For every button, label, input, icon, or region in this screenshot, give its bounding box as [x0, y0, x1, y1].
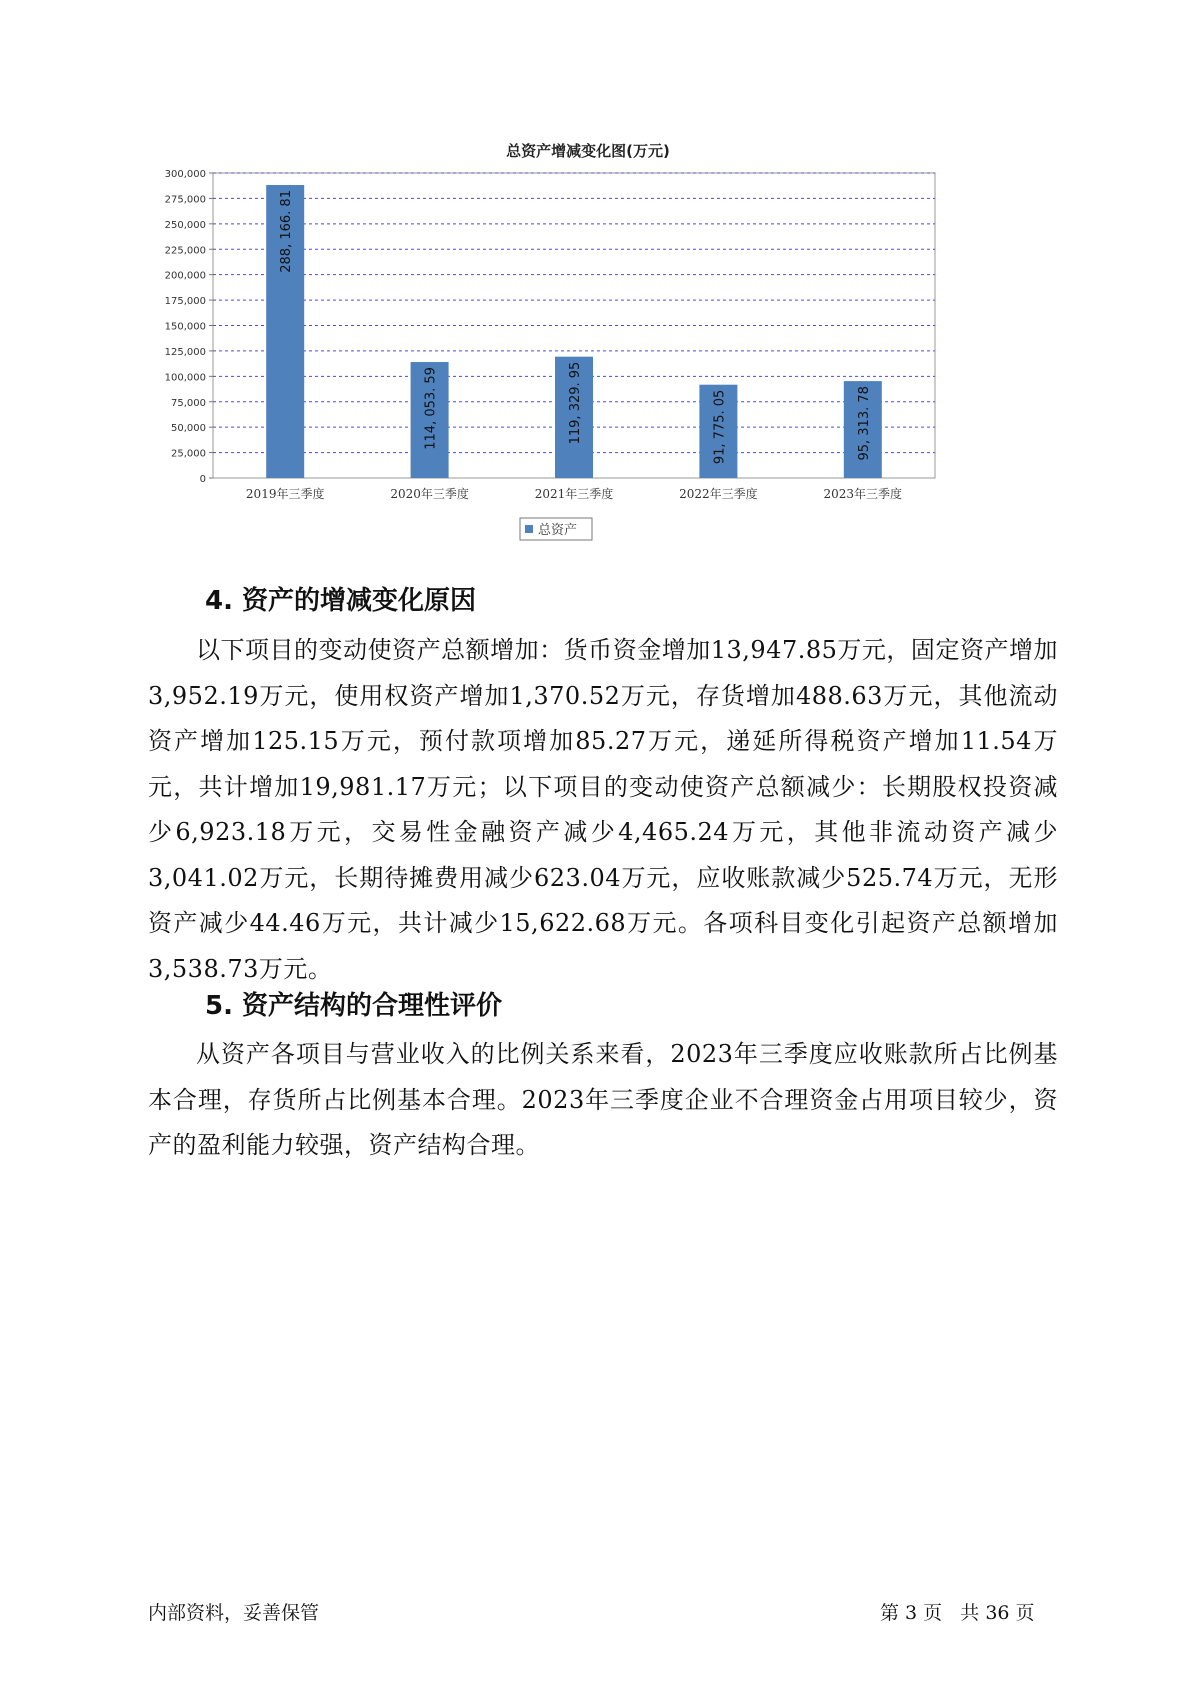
section-5-paragraph: 从资产各项目与营业收入的比例关系来看，2023年三季度应收账款所占比例基本合理，存货所占比例基本合理。2023年三季度企业不合理资金占用项目较少，资产的盈利能力较强，资产结构合理。 [148, 1040, 1058, 1159]
footer-confidential-note: 内部资料，妥善保管 [148, 1602, 320, 1624]
legend-swatch [525, 525, 533, 533]
y-tick-label: 0 [199, 474, 206, 485]
x-tick-label: 2023年三季度 [823, 487, 903, 501]
total-assets-chart [158, 140, 1018, 600]
y-tick-label: 125,000 [164, 346, 206, 358]
legend-label: 总资产 [538, 523, 578, 538]
y-tick-label: 250,000 [164, 219, 206, 231]
y-tick-label: 275,000 [164, 194, 206, 206]
y-tick-label: 100,000 [164, 372, 206, 384]
y-tick-label: 50,000 [171, 423, 206, 435]
x-tick-label: 2020年三季度 [390, 487, 469, 501]
section-4-heading: 4. 资产的增减变化原因 [205, 586, 477, 616]
footer-page-number: 第 3 页 共 36 页 [880, 1602, 1035, 1624]
y-tick-label: 75,000 [171, 397, 206, 409]
section-5-heading: 5. 资产结构的合理性评价 [205, 991, 503, 1021]
y-tick-label: 175,000 [164, 296, 206, 308]
y-tick-label: 225,000 [164, 245, 206, 257]
bar-data-label: 91, 775. 05 [712, 389, 728, 465]
bar-data-label: 114, 053. 59 [423, 367, 439, 450]
x-tick-label: 2021年三季度 [534, 487, 614, 501]
y-tick-label: 200,000 [164, 270, 206, 282]
bar-data-label: 95, 313. 78 [856, 386, 872, 461]
bar-data-label: 119, 329. 95 [568, 361, 583, 445]
y-tick-label: 150,000 [164, 321, 206, 333]
chart-svg [158, 140, 1018, 600]
x-tick-label: 2019年三季度 [245, 487, 325, 501]
x-tick-label: 2022年三季度 [679, 487, 758, 501]
y-tick-label: 25,000 [171, 448, 206, 460]
y-tick-label: 300,000 [164, 169, 206, 180]
chart-title: 总资产增减变化图(万元) [506, 142, 670, 160]
section-4-paragraph: 以下项目的变动使资产总额增加：货币资金增加13,947.85万元，固定资产增加3,952.19万元，使用权资产增加1,370.52万元，存货增加488.63万元，其他流动资产增加125.15万元，预付款项增加85.27万元，递延所得税资产增加11.54万元，共计增加19,981.17万元；以下项目的变动使资产总额减少：长期股权投资减少6,923.18万元，交易性金融资产减少4,465.24万元，其他非流动资产减少3,041.02万元，长期待摊费用减少623.04万元，应收账款减少525.74万元，无形资产减少44.46万元，共计减少15,622.68万元。各项科目变化引起资产总额增加3,538.73万元。 [148, 636, 1058, 983]
bar-data-label: 288, 166. 81 [279, 190, 295, 273]
